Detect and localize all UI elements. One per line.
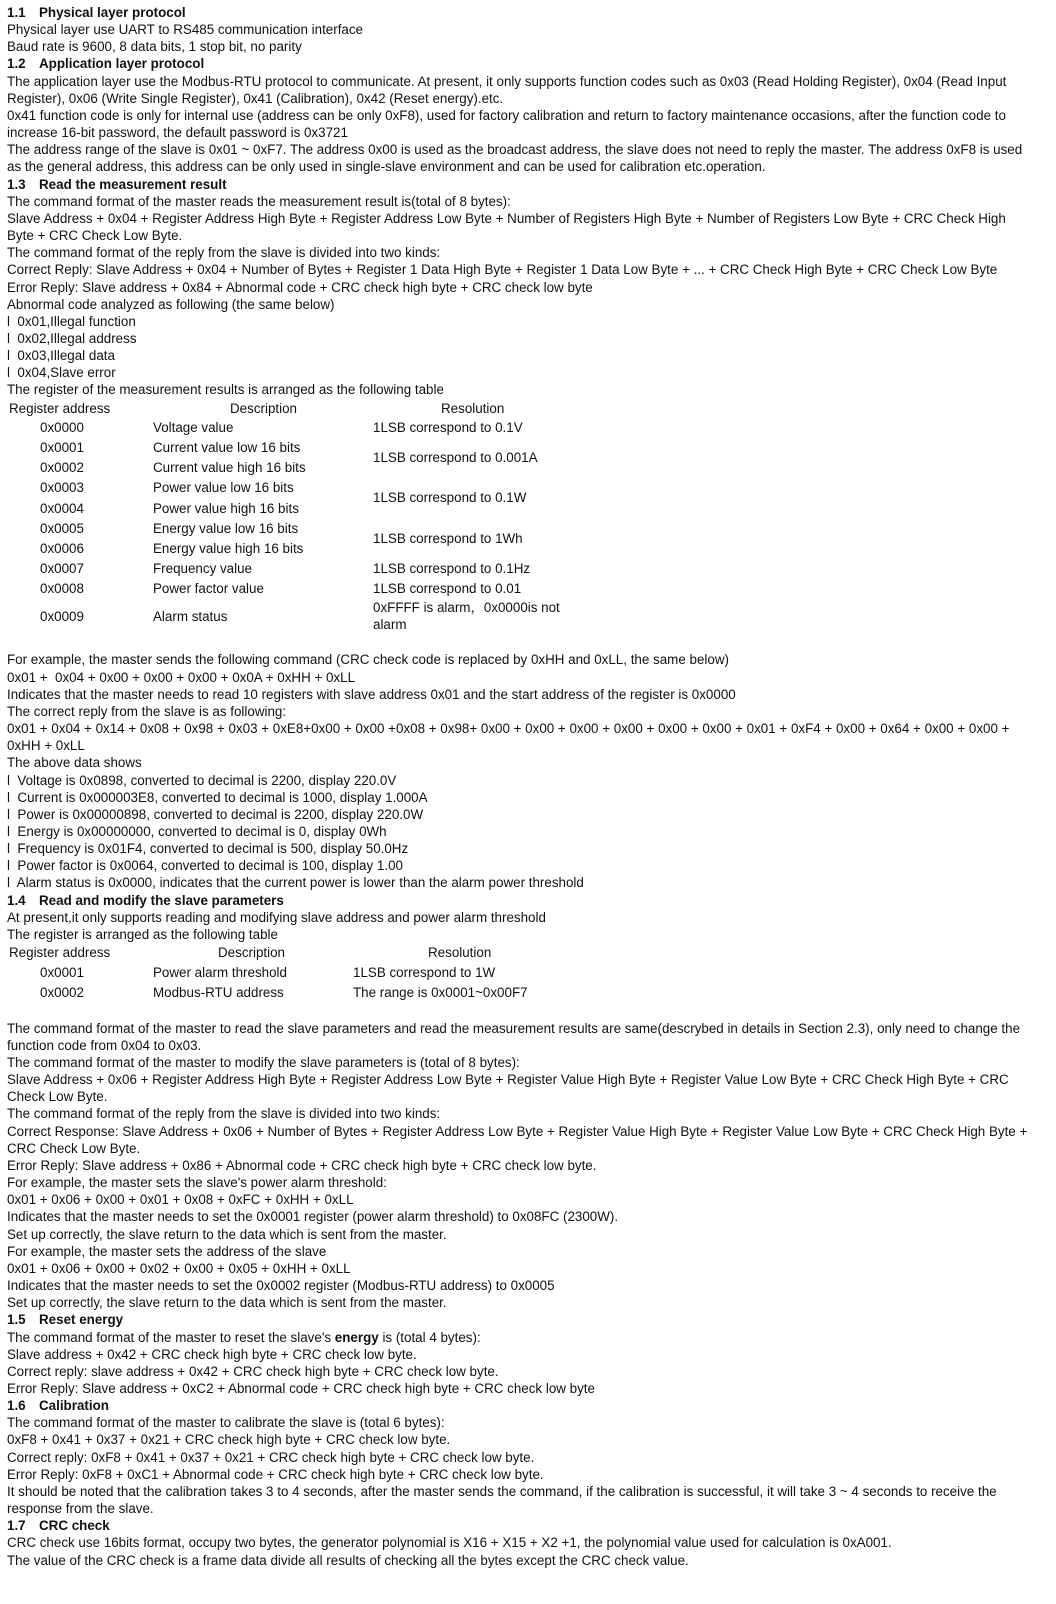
column-header: Description (218, 945, 285, 961)
table-cell: 0x0007 (40, 560, 84, 576)
table-cell: Power factor value (153, 580, 264, 596)
parameter-register-table (7, 943, 528, 1003)
table-cell: 0x0001 (40, 964, 84, 980)
paragraph: Correct Response: Slave Address + 0x06 + Number of Bytes + Register Address Low Byte + Register Value High Byte + Register Value Low Byte + CRC Check High Byte + CRC Check Low Byte. (7, 1123, 1032, 1156)
table-cell: 0x0009 (40, 608, 84, 624)
section-number: 1.5 (7, 1312, 26, 1328)
table-row (7, 418, 583, 438)
paragraph: Correct reply: slave address + 0x42 + CRC check high byte + CRC check low byte. (7, 1363, 499, 1379)
list-item: l Voltage is 0x0898, converted to decimal is 2200, display 220.0V (7, 772, 397, 788)
paragraph: Indicates that the master needs to set the 0x0002 register (Modbus-RTU address) to 0x0005 (7, 1278, 555, 1294)
text-span: The command format of the master to reset the slave's (7, 1329, 335, 1345)
table-row (7, 982, 528, 1002)
section-number: 1.6 (7, 1398, 26, 1414)
table-cell: 0x0000 (40, 420, 84, 436)
paragraph: The command format of the master reads the measurement result is(total of 8 bytes): (7, 193, 511, 209)
paragraph: Error Reply: Slave address + 0x86 + Abnormal code + CRC check high byte + CRC check low byte. (7, 1157, 597, 1173)
paragraph: The command format of the reply from the slave is divided into two kinds: (7, 1106, 441, 1122)
bold-text: energy (334, 1329, 379, 1345)
column-header: Description (230, 400, 297, 416)
table-cell: 0x0006 (40, 540, 84, 556)
list-item: l Current is 0x000003E8, converted to decimal is 1000, display 1.000A (7, 789, 428, 805)
table-cell: Voltage value (153, 420, 234, 436)
paragraph: Correct reply: 0xF8 + 0x41 + 0x37 + 0x21 + CRC check high byte + CRC check low byte. (7, 1449, 535, 1465)
paragraph: Correct Reply: Slave Address + 0x04 + Number of Bytes + Register 1 Data High Byte + Register 1 Data Low Byte + ... + CRC Check High Byte + CRC Check Low Byte (7, 262, 998, 278)
section-number: 1.1 (7, 5, 26, 20)
paragraph: Error Reply: Slave address + 0xC2 + Abnormal code + CRC check high byte + CRC check low byte (7, 1380, 595, 1396)
table-cell: 0x0003 (40, 480, 84, 496)
section-number: 1.7 (7, 1518, 26, 1534)
paragraph: 0xF8 + 0x41 + 0x37 + 0x21 + CRC check high byte + CRC check low byte. (7, 1432, 451, 1448)
list-item: l Alarm status is 0x0000, indicates that the current power is lower than the alarm power threshold (7, 875, 584, 891)
list-item: l Energy is 0x00000000, converted to decimal is 0, display 0Wh (7, 824, 387, 839)
table-cell: 0x0005 (40, 520, 84, 536)
paragraph: CRC check use 16bits format, occupy two bytes, the generator polynomial is X16 + X15 + X2 +1, the polynomial value used for calculation is 0xA001. (7, 1535, 892, 1551)
table-cell: 0x0008 (40, 580, 84, 596)
table-cell: Energy value high 16 bits (153, 540, 304, 556)
section-title: Physical layer protocol (39, 5, 186, 20)
paragraph: For example, the master sets the slave's power alarm threshold: (7, 1175, 387, 1191)
section-title: Read the measurement result (39, 176, 227, 192)
section-title: CRC check (39, 1518, 110, 1534)
section-heading (7, 55, 1033, 72)
paragraph: The command format of the master to modify the slave parameters is (total of 8 bytes): (7, 1055, 520, 1070)
table-row (7, 558, 583, 578)
paragraph: 0x41 function code is only for internal use (address can be only 0xF8), used for factory calibration and return to factory maintenance occasions, after the function code to increase 16-bit password, the default password is 0x3721 (7, 107, 1010, 141)
list-item: l Power factor is 0x0064, converted to decimal is 100, display 1.00 (7, 858, 403, 874)
table-cell: 0x0002 (40, 460, 84, 476)
section-heading (7, 4, 1033, 21)
section-title: Calibration (39, 1398, 109, 1414)
paragraph: The command format of the reply from the slave is divided into two kinds: (7, 245, 441, 261)
text-span: is (total 4 bytes): (378, 1329, 481, 1345)
paragraph: 0x01 + 0x04 + 0x14 + 0x08 + 0x98 + 0x03 + 0xE8+0x00 + 0x00 +0x08 + 0x98+ 0x00 + 0x00 + 0x00 + 0x00 + 0x00 + 0x00 + 0x01 + 0xF4 + 0x00 + 0x64 + 0x00 + 0x00 + 0xHH + 0xLL (7, 721, 1014, 754)
table-cell: 1LSB correspond to 1W (353, 964, 496, 980)
paragraph: Error Reply: Slave address + 0x84 + Abnormal code + CRC check high byte + CRC check low byte (7, 279, 593, 295)
paragraph: Baud rate is 9600, 8 data bits, 1 stop bit, no parity (7, 39, 302, 55)
list-item: l 0x03,Illegal data (7, 348, 115, 364)
paragraph: Slave Address + 0x06 + Register Address High Byte + Register Address Low Byte + Register Value High Byte + Register Value Low Byte + CRC Check High Byte + CRC Check Low Byte. (7, 1072, 1013, 1105)
table-cell: Current value low 16 bits (153, 440, 301, 456)
table-cell: 1LSB correspond to 1Wh (373, 530, 523, 546)
paragraph: Abnormal code analyzed as following (the same below) (7, 296, 335, 312)
column-header: Register address (9, 945, 111, 961)
spacer (7, 1003, 1033, 1020)
table-cell: 1LSB correspond to 0.1W (373, 490, 527, 506)
table-cell: 1LSB correspond to 0.1V (373, 420, 523, 436)
paragraph: The correct reply from the slave is as following: (7, 703, 287, 719)
table-row (7, 598, 583, 634)
table-row (7, 438, 583, 458)
measurement-register-table (7, 399, 583, 635)
paragraph: Physical layer use UART to RS485 communication interface (7, 22, 364, 38)
paragraph: The value of the CRC check is a frame data divide all results of checking all the bytes except the CRC check value. (7, 1552, 689, 1568)
list-item: l Power is 0x00000898, converted to decimal is 2200, display 220.0W (7, 806, 424, 822)
table-header-row (7, 399, 583, 418)
table-cell: Modbus-RTU address (153, 984, 284, 1000)
paragraph: For example, the master sets the address of the slave (7, 1243, 327, 1259)
paragraph: The above data shows (7, 755, 142, 771)
table-row (7, 478, 583, 498)
paragraph: Error Reply: 0xF8 + 0xC1 + Abnormal code + CRC check high byte + CRC check low byte. (7, 1466, 544, 1482)
section-number: 1.4 (7, 892, 26, 908)
alarm-resolution: 0xFFFF is alarm，0x0000is not alarm (373, 600, 560, 633)
section-title: Application layer protocol (39, 56, 205, 72)
spacer (7, 634, 1033, 651)
paragraph: 0x01 + 0x06 + 0x00 + 0x01 + 0x08 + 0xFC + 0xHH + 0xLL (7, 1192, 354, 1208)
section-heading (7, 1397, 1033, 1414)
list-item: l Frequency is 0x01F4, converted to decimal is 500, display 50.0Hz (7, 841, 409, 857)
table-cell: The range is 0x0001~0x00F7 (353, 984, 528, 1000)
section-title: Reset energy (39, 1312, 124, 1328)
table-cell: 1LSB correspond to 0.1Hz (373, 560, 531, 576)
paragraph: Indicates that the master needs to set the 0x0001 register (power alarm threshold) to 0x08FC (2300W). (7, 1209, 619, 1225)
list-item: l 0x02,Illegal address (7, 330, 137, 346)
column-header: Register address (9, 400, 111, 416)
paragraph: The address range of the slave is 0x01 ~ 0xF7. The address 0x00 is used as the broadcast address, the slave does not need to reply the master. The address 0xF8 is used as the general address, this address can be only used in single-slave environment and can be used for calibration etc.operation. (7, 142, 1026, 175)
list-item: l 0x01,Illegal function (7, 313, 136, 329)
table-cell: Power value low 16 bits (153, 480, 294, 496)
section-heading (7, 1311, 1033, 1328)
section-number: 1.2 (7, 56, 26, 72)
section-heading (7, 892, 1033, 909)
paragraph: 0x01 + 0x04 + 0x00 + 0x00 + 0x00 + 0x0A + 0xHH + 0xLL (7, 669, 356, 685)
paragraph: The command format of the master to calibrate the slave is (total 6 bytes): (7, 1415, 445, 1431)
table-cell: Frequency value (153, 560, 252, 576)
table-row (7, 518, 583, 538)
paragraph: 0x01 + 0x06 + 0x00 + 0x02 + 0x00 + 0x05 + 0xHH + 0xLL (7, 1260, 351, 1276)
table-cell: 0x0002 (40, 984, 84, 1000)
table-cell (373, 598, 583, 634)
paragraph: The application layer use the Modbus-RTU protocol to communicate. At present, it only supports function codes such as 0x03 (Read Holding Register), 0x04 (Read Input Register), 0x06 (Write Single Register), 0x41 (Calibration), 0x42 (Reset energy).etc. (7, 73, 1011, 106)
paragraph: The register is arranged as the following table (7, 926, 278, 942)
paragraph: The register of the measurement results is arranged as the following table (7, 382, 444, 398)
table-cell: 1LSB correspond to 0.01 (373, 580, 522, 596)
section-heading (7, 176, 1033, 193)
table-cell: Alarm status (153, 608, 228, 624)
table-cell: Current value high 16 bits (153, 460, 306, 476)
column-header: Resolution (428, 945, 492, 961)
table-header-row (7, 943, 528, 962)
section-title: Read and modify the slave parameters (39, 892, 284, 908)
list-item: l 0x04,Slave error (7, 365, 116, 381)
paragraph (7, 1329, 1033, 1346)
section-heading (7, 1517, 1033, 1534)
table-cell: 1LSB correspond to 0.001A (373, 450, 538, 466)
paragraph: The command format of the master to read the slave parameters and read the measurement results are same(descrybed in details in Section 2.3), only need to change the function code from 0x04 to 0x03. (7, 1020, 1024, 1053)
table-cell: 0x0001 (40, 440, 84, 456)
table-cell: Power value high 16 bits (153, 500, 299, 516)
paragraph: Indicates that the master needs to read 10 registers with slave address 0x01 and the start address of the register is 0x0000 (7, 686, 736, 702)
table-cell: Power alarm threshold (153, 964, 287, 980)
paragraph: Slave address + 0x42 + CRC check high byte + CRC check low byte. (7, 1346, 417, 1362)
table-row (7, 962, 528, 982)
table-row (7, 578, 583, 598)
table-cell: 0x0004 (40, 500, 84, 516)
paragraph: Set up correctly, the slave return to the data which is sent from the master. (7, 1226, 447, 1242)
paragraph: It should be noted that the calibration takes 3 to 4 seconds, after the master sends the command, if the calibration is successful, it will take 3 ~ 4 seconds to receive the response from the slave. (7, 1483, 1001, 1517)
paragraph: Slave Address + 0x04 + Register Address High Byte + Register Address Low Byte + Number of Registers High Byte + Number of Registers Low Byte + CRC Check High Byte + CRC Check Low Byte. (7, 210, 1010, 244)
paragraph: Set up correctly, the slave return to the data which is sent from the master. (7, 1295, 447, 1311)
column-header: Resolution (441, 400, 505, 416)
table-cell: Energy value low 16 bits (153, 520, 299, 536)
section-number: 1.3 (7, 176, 26, 192)
paragraph: For example, the master sends the following command (CRC check code is replaced by 0xHH and 0xLL, the same below) (7, 652, 729, 668)
paragraph: At present,it only supports reading and modifying slave address and power alarm threshold (7, 909, 546, 925)
